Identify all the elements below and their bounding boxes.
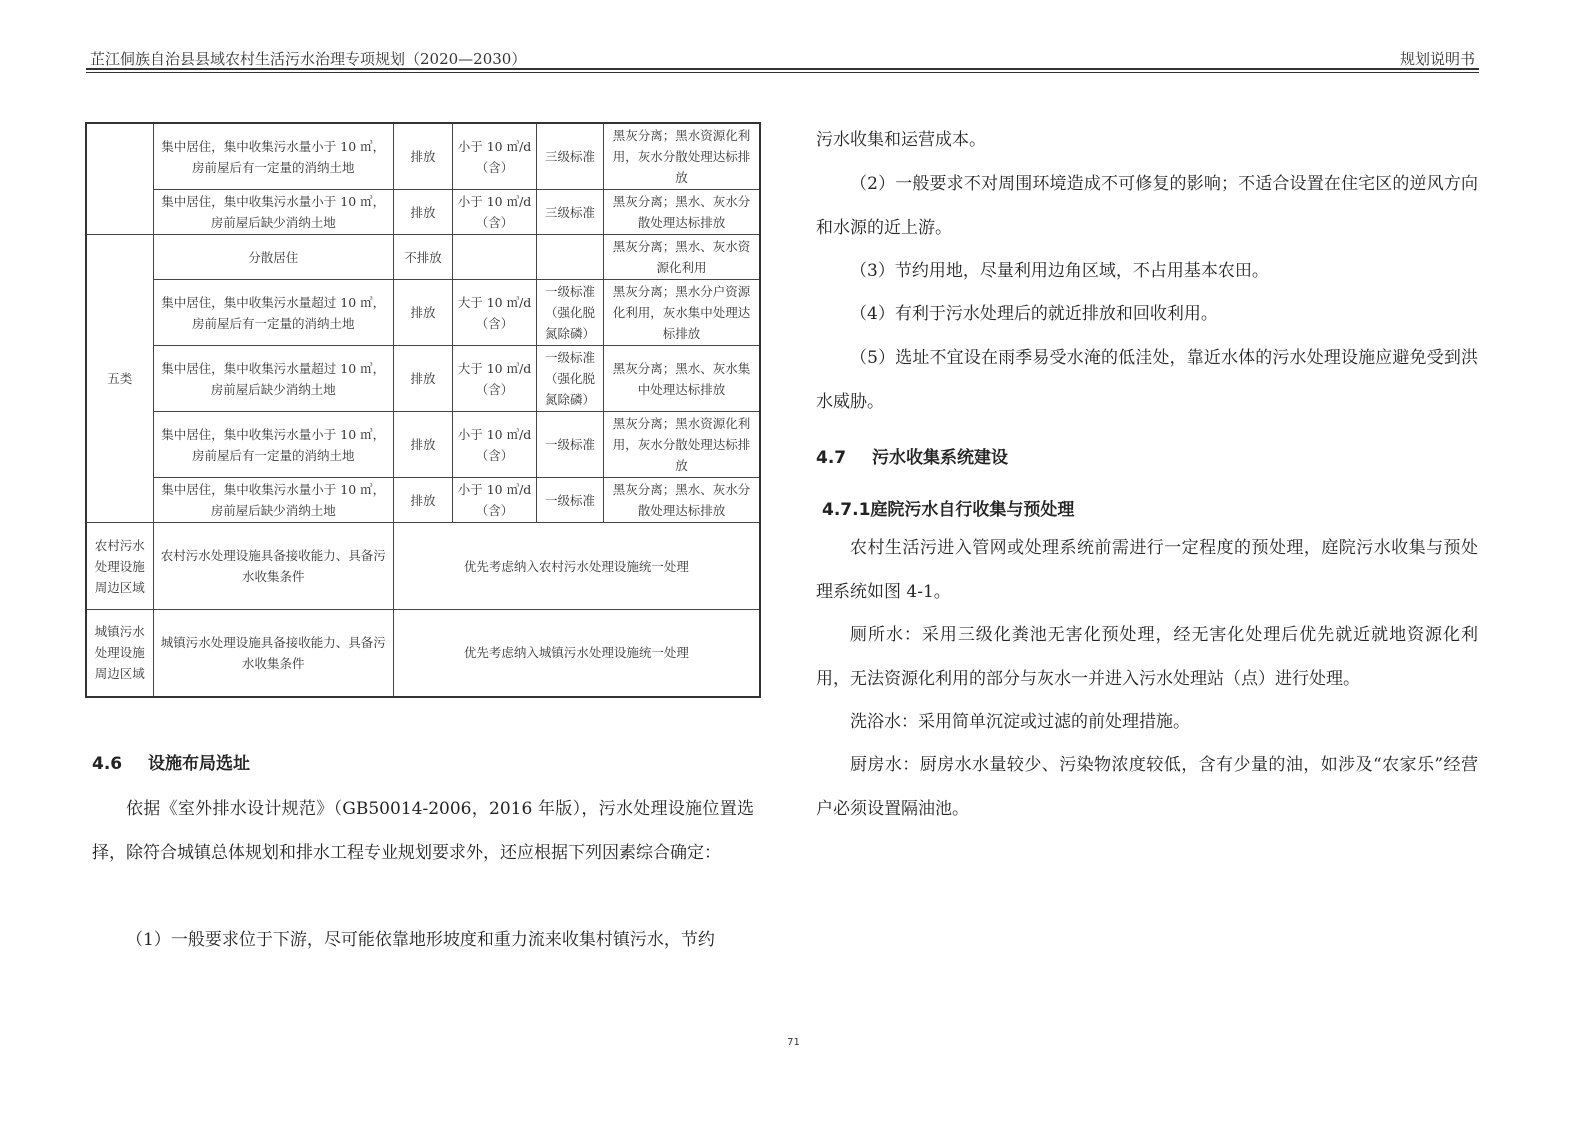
table-cell-flow: 大于 10 ㎥/d（含） (453, 280, 537, 346)
classification-table (85, 122, 761, 698)
table-row (86, 280, 760, 346)
table-cell-measure: 优先考虑纳入农村污水处理设施统一处理 (393, 523, 760, 610)
page-number: 71 (787, 1037, 800, 1048)
paragraph: 农村生活污进入管网或处理系统前需进行一定程度的预处理，庭院污水收集与预处理系统如图 4-1。 (816, 538, 1478, 602)
header-rule-thin (86, 72, 1479, 73)
table-row (86, 412, 760, 478)
table-cell-condition: 城镇污水处理设施具备接收能力、具备污水收集条件 (153, 610, 393, 697)
section-heading-4-6 (92, 749, 250, 774)
table-cell-standard: 一级标准（强化脱氮除磷） (536, 280, 603, 346)
table-cell-group: 农村污水处理设施周边区域 (86, 523, 153, 610)
header-rule (86, 68, 1479, 70)
table-cell-condition: 集中居住，集中收集污水量小于 10 ㎥，房前屋后缺少消纳土地 (153, 478, 393, 523)
table-cell-group: 五类 (86, 235, 153, 523)
table-cell-process: 黑灰分离；黑水、灰水分散处理达标排放 (604, 190, 761, 235)
section-number: 4.7 (816, 448, 847, 468)
paragraph: （2）一般要求不对周围环境造成不可修复的影响；不适合设置在住宅区的逆风方向和水源的近上游。 (816, 174, 1478, 238)
table-cell-condition: 集中居住，集中收集污水量超过 10 ㎥，房前屋后有一定量的消纳土地 (153, 280, 393, 346)
paragraph: （4）有利于污水处理后的就近排放和回收利用。 (850, 304, 1218, 324)
subsection-heading-4-7-1: 4.7.1庭院污水自行收集与预处理 (822, 500, 1075, 520)
table-row (86, 235, 760, 280)
table-cell-process: 黑灰分离；黑水、灰水资源化利用 (604, 235, 761, 280)
table-cell-mode: 排放 (393, 280, 452, 346)
section-number: 4.6 (92, 754, 123, 774)
paragraph: 依据《室外排水设计规范》（GB50014-2006，2016 年版），污水处理设施位置选择，除符合城镇总体规划和排水工程专业规划要求外，还应根据下列因素综合确定： (92, 799, 754, 863)
table-row (86, 523, 760, 610)
section-title: 污水收集系统建设 (872, 448, 1008, 468)
table-cell-group: 城镇污水处理设施周边区域 (86, 610, 153, 697)
table-cell-flow: 小于 10 ㎥/d（含） (453, 123, 537, 190)
table-cell-flow: 小于 10 ㎥/d（含） (453, 478, 537, 523)
table-cell-standard: 三级标准 (536, 190, 603, 235)
table-cell-flow: 小于 10 ㎥/d（含） (453, 190, 537, 235)
table-cell-condition: 集中居住，集中收集污水量小于 10 ㎥，房前屋后缺少消纳土地 (153, 190, 393, 235)
table-cell-flow: 大于 10 ㎥/d（含） (453, 346, 537, 412)
table-cell-mode: 排放 (393, 412, 452, 478)
table-cell-mode: 排放 (393, 123, 452, 190)
table-cell-standard: 三级标准 (536, 123, 603, 190)
paragraph: 厨房水：厨房水水量较少、污染物浓度较低，含有少量的油，如涉及“农家乐”经营户必须设置隔油池。 (816, 755, 1478, 819)
table-cell-mode: 不排放 (393, 235, 452, 280)
table-row (86, 190, 760, 235)
table-cell-flow (453, 235, 537, 280)
table-row (86, 123, 760, 190)
paragraph: （3）节约用地，尽量利用边角区域，不占用基本农田。 (850, 261, 1269, 281)
paragraph: （5）选址不宜设在雨季易受水淹的低洼处，靠近水体的污水处理设施应避免受到洪水威胁。 (816, 348, 1478, 412)
table-cell-condition: 分散居住 (153, 235, 393, 280)
table-cell-process: 黑灰分离；黑水分户资源化利用，灰水集中处理达标排放 (604, 280, 761, 346)
document-type: 规划说明书 (1399, 50, 1475, 68)
table-cell-standard: 一级标准 (536, 478, 603, 523)
paragraph: 污水收集和运营成本。 (816, 130, 986, 150)
table-cell-mode: 排放 (393, 346, 452, 412)
table-cell-process: 黑灰分离；黑水、灰水分散处理达标排放 (604, 478, 761, 523)
paragraph: （1）一般要求位于下游，尽可能依靠地形坡度和重力流来收集村镇污水，节约 (126, 930, 715, 950)
section-heading-4-7 (816, 443, 1008, 468)
paragraph: 厕所水：采用三级化粪池无害化预处理，经无害化处理后优先就近就地资源化利用，无法资源化利用的部分与灰水一并进入污水处理站（点）进行处理。 (816, 625, 1478, 689)
table-cell-standard: 一级标准（强化脱氮除磷） (536, 346, 603, 412)
table-cell-mode: 排放 (393, 190, 452, 235)
section-title: 设施布局选址 (148, 754, 250, 774)
table-row (86, 346, 760, 412)
table-cell-measure: 优先考虑纳入城镇污水处理设施统一处理 (393, 610, 760, 697)
table-cell-condition: 集中居住，集中收集污水量小于 10 ㎥，房前屋后有一定量的消纳土地 (153, 123, 393, 190)
table-cell-standard (536, 235, 603, 280)
table-cell-condition: 集中居住，集中收集污水量小于 10 ㎥，房前屋后有一定量的消纳土地 (153, 412, 393, 478)
table-cell-mode: 排放 (393, 478, 452, 523)
page-header (90, 44, 1475, 70)
table-row (86, 478, 760, 523)
table-cell-empty (86, 123, 153, 235)
document-title: 芷江侗族自治县县域农村生活污水治理专项规划（2020—2030） (90, 50, 527, 68)
table-cell-flow: 小于 10 ㎥/d（含） (453, 412, 537, 478)
table-cell-condition: 农村污水处理设施具备接收能力、具备污水收集条件 (153, 523, 393, 610)
table-cell-process: 黑灰分离；黑水、灰水集中处理达标排放 (604, 346, 761, 412)
paragraph: 洗浴水：采用简单沉淀或过滤的前处理措施。 (850, 712, 1190, 732)
table-cell-standard: 一级标准 (536, 412, 603, 478)
table-cell-condition: 集中居住，集中收集污水量超过 10 ㎥，房前屋后缺少消纳土地 (153, 346, 393, 412)
table-row (86, 610, 760, 697)
table-cell-process: 黑灰分离；黑水资源化利用，灰水分散处理达标排放 (604, 123, 761, 190)
table-cell-process: 黑灰分离；黑水资源化利用，灰水分散处理达标排放 (604, 412, 761, 478)
